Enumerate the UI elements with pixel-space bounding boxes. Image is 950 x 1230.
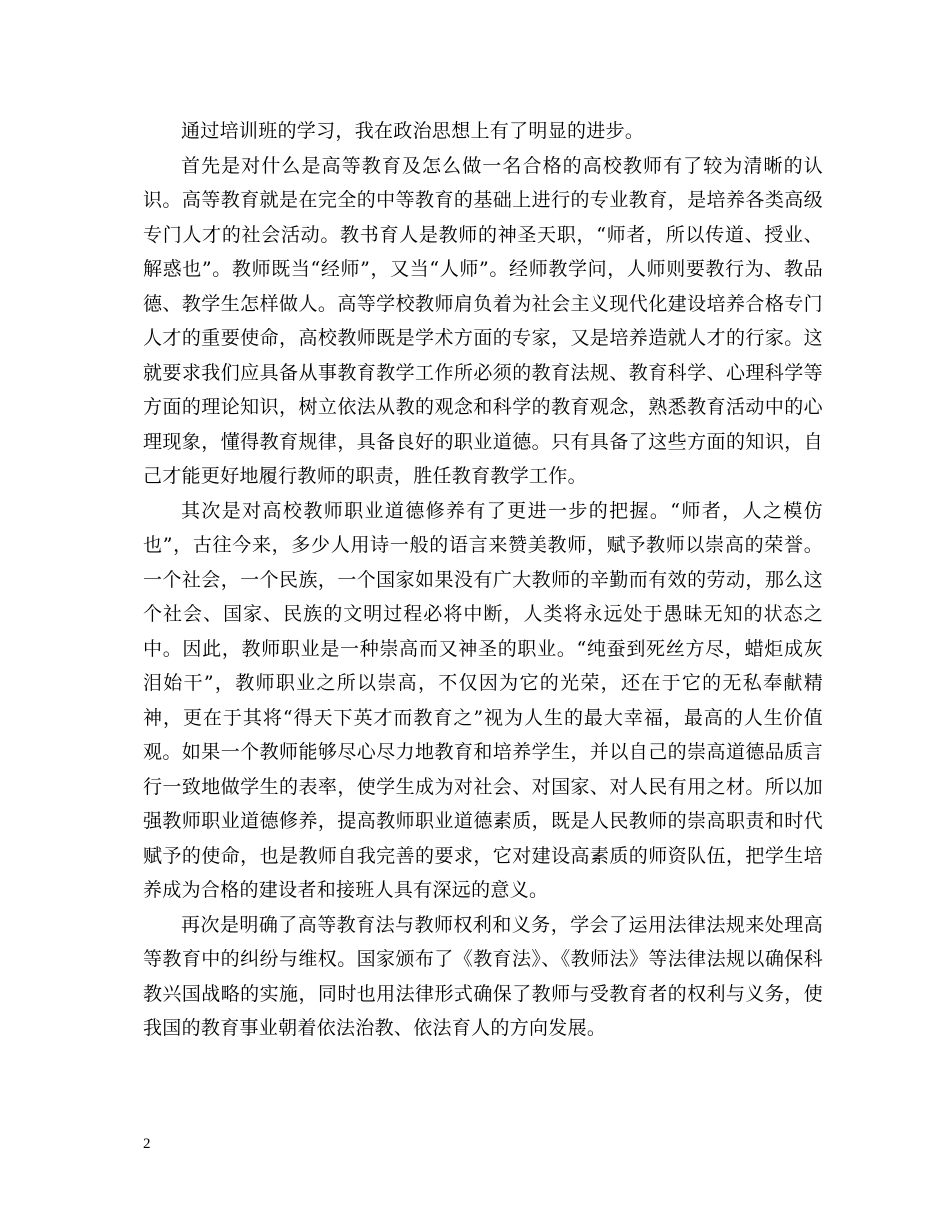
paragraph-third-point: 再次是明确了高等教育法与教师权利和义务，学会了运用法律法规来处理高等教育中的纠纷与维权。国家颁布了《教育法》、《教师法》等法律法规以确保科教兴国战略的实施，同时也用法律形式确保了教师与受教育者的权利与义务，使我国的教育事业朝着依法治教、依法育人的方向发展。 — [143, 913, 823, 1039]
paragraph-second-point: 其次是对高校教师职业道德修养有了更进一步的把握。“师者，人之模仿也”，古往今来，多少人用诗一般的语言来赞美教师，赋予教师以崇高的荣誉。一个社会，一个民族，一个国家如果没有广大教师的辛勤而有效的劳动，那么这个社会、国家、民族的文明过程必将中断，人类将永远处于愚昧无知的状态之中。因此，教师职业是一种崇高而又神圣的职业。“纯蚕到死丝方尽，蜡炬成灰泪始干”，教师职业之所以崇高，不仅因为它的光荣，还在于它的无私奉献精神，更在于其将“得天下英才而教育之”视为人生的最大幸福，最高的人生价值观。如果一个教师能够尽心尽力地教育和培养学生，并以自己的崇高道德品质言行一致地做学生的表率，使学生成为对社会、对国家、对人民有用之材。所以加强教师职业道德修养，提高教师职业道德素质，既是人民教师的崇高职责和时代赋予的使命，也是教师自我完善的要求，它对建设高素质的师资队伍，把学生培养成为合格的建设者和接班人具有深远的意义。 — [143, 499, 823, 901]
paragraph-first-point: 首先是对什么是高等教育及怎么做一名合格的高校教师有了较为清晰的认识。高等教育就是在完全的中等教育的基础上进行的专业教育，是培养各类高级专门人才的社会活动。教书育人是教师的神圣天职，“师者，所以传道、授业、解惑也”。教师既当“经师”，又当“人师”。经师教学问，人师则要教行为、教品德、教学生怎样做人。高等学校教师肩负着为社会主义现代化建设培养合格专门人才的重要使命，高校教师既是学术方面的专家，又是培养造就人才的行家。这就要求我们应具备从事教育教学工作所必须的教育法规、教育科学、心理科学等方面的理论知识，树立依法从教的观念和科学的教育观念，熟悉教育活动中的心理现象，懂得教育规律，具备良好的职业道德。只有具备了这些方面的知识，自己才能更好地履行教师的职责，胜任教育教学工作。 — [143, 154, 823, 487]
page-number: 2 — [143, 1136, 151, 1152]
paragraph-intro: 通过培训班的学习，我在政治思想上有了明显的进步。 — [181, 120, 645, 142]
document-body — [143, 114, 823, 1046]
